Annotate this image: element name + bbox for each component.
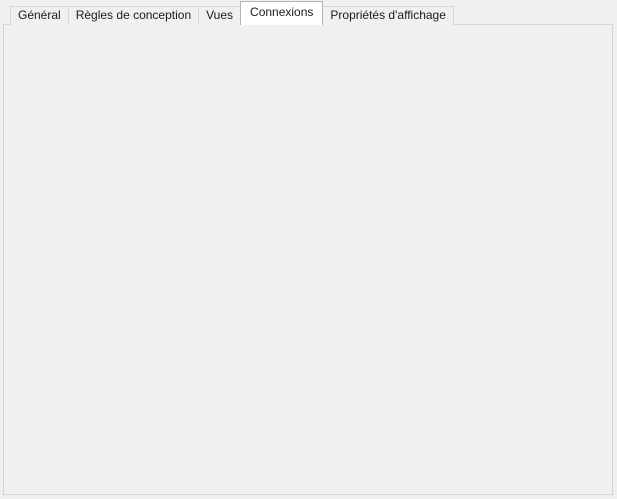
tab-connexions[interactable]: Connexions xyxy=(240,1,323,25)
tab-vues[interactable]: Vues xyxy=(198,6,241,25)
tab-general[interactable]: Général xyxy=(10,6,69,25)
tab-bar xyxy=(10,6,454,25)
tab-proprietes-affichage[interactable]: Propriétés d'affichage xyxy=(322,6,453,25)
tab-regles-de-conception[interactable]: Règles de conception xyxy=(68,6,199,25)
tab-page-connexions xyxy=(3,24,613,495)
